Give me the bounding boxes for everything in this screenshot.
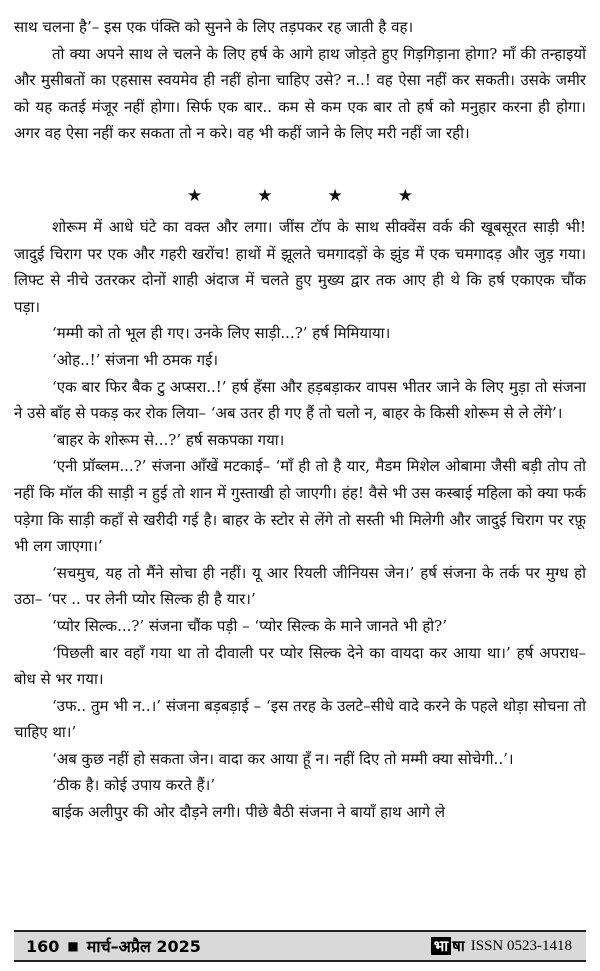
page-number: 160 bbox=[26, 936, 60, 956]
star-icon: ★ bbox=[397, 186, 413, 206]
issue-date: मार्च–अप्रैल 2025 bbox=[86, 937, 201, 956]
paragraph: ‘सचमुच, यह तो मैंने सोचा ही नहीं। यू आर रियली जीनियस जेन।’ हर्ष संजना के तर्क पर मुग्ध हो उठा– ‘पर .. पर लेनी प्योर सिल्क ही है यार।’ bbox=[14, 563, 586, 609]
paragraph: बाईक अलीपुर की ओर दौड़ने लगी। पीछे बैठी संजना ने बायाँ हाथ आगे ले bbox=[52, 803, 446, 822]
paragraph: ‘एक बार फिर बैक टु अप्सरा..!’ हर्ष हँसा और हड़बड़ाकर वापस भीतर जाने के लिए मुड़ा तो संजना ने उसे बाँह से पकड़ कर रोक लिया– ‘अब उतर ही गए हैं तो चलो न, बाहर के किसी शोरूम से ले लेंगे’। bbox=[14, 377, 586, 423]
star-icon: ★ bbox=[187, 186, 203, 206]
paragraph: ‘बाहर के शोरूम से...?’ हर्ष सकपका गया। bbox=[52, 430, 285, 449]
paragraph: ‘एनी प्रॉब्लम...?’ संजना आँखें मटकाई– ‘माँ ही तो है यार, मैडम मिशेल ओबामा जैसी बड़ी तोप तो नहीं कि मॉल की साड़ी न हुई तो शान में गुस्ताखी हो जाएगी। हंह! वैसे भी उस कस्बाई महिला को क्या फर्क पड़ेगा कि साड़ी कहाँ से खरीदी गई है। बाहर के स्टोर से लेंगे तो सस्ती भी मिलेगी और जादुई चिराग पर रफ़ू भी लग जाएगा।’ bbox=[14, 457, 586, 556]
paragraph: ‘पिछली बार वहाँ गया था तो दीवाली पर प्योर सिल्क देने का वायदा कर आया था।’ हर्ष अपराध–बोध से भर गया। bbox=[14, 643, 586, 689]
paragraph: तो क्या अपने साथ ले चलने के लिए हर्ष के आगे हाथ जोड़ते हुए गिड़गिड़ाना होगा? माँ की तन्हाइयों और मुसीबतों का एहसास स्वयमेव ही नहीं होना चाहिए उसे? न..! वह ऐसा नहीं कर सकती। उसके जमीर को यह कतई मंजूर नहीं होगा। सिर्फ एक बार.. कम से कम एक बार तो हर्ष को मनुहार करना ही होगा। अगर वह ऐसा नहीं कर सकता तो न करे। वह भी कहीं जाने के लिए मरी नहीं जा रही। bbox=[14, 44, 586, 143]
paragraph: ‘उफ.. तुम भी न..।’ संजना बड़बड़ाई – ‘इस तरह के उलटे–सीधे वादे करने के पहले थोड़ा सोचना तो चाहिए था।’ bbox=[14, 696, 586, 742]
paragraph: ‘प्योर सिल्क...?’ संजना चौंक पड़ी – ‘प्योर सिल्क के माने जानते भी हो?’ bbox=[52, 616, 447, 635]
issn-number: ISSN 0523-1418 bbox=[470, 937, 572, 954]
magazine-logo bbox=[431, 936, 465, 956]
logo-boxed-text: भा bbox=[431, 937, 451, 955]
paragraph: ‘ओह..!’ संजना भी ठमक गई। bbox=[52, 350, 219, 369]
text-block-main bbox=[14, 214, 586, 826]
paragraph: ‘ठीक है। कोई उपाय करते हैं।’ bbox=[52, 776, 216, 795]
footer-issue-info bbox=[14, 935, 201, 957]
section-separator bbox=[0, 186, 600, 210]
paragraph: साथ चलना है’– इस एक पंक्ति को सुनने के लिए तड़पकर रह जाती है वह। bbox=[14, 18, 414, 36]
paragraph: ‘अब कुछ नहीं हो सकता जेन। वादा कर आया हूँ न। नहीं दिए तो मम्मी क्या सोचेगी..’। bbox=[52, 749, 514, 768]
paragraph: शोरूम में आधे घंटे का वक्त और लगा। जींस टॉप के साथ सीक्वेंस वर्क की खूबसूरत साड़ी भी! जादुई चिराग पर एक और गहरी खरोंच! हाथों में झूलते चमगादड़ों के झुंड में एक चमगादड़ और जुड़ गया। लिफ्ट से नीचे उतरकर दोनों शाही अंदाज में चलते हुए मुख्य द्वार तक आए ही थे कि हर्ष एकाएक चौंक पड़ा। bbox=[14, 218, 586, 316]
bullet-icon: ■ bbox=[67, 939, 79, 953]
text-block-top bbox=[14, 14, 586, 147]
star-icon: ★ bbox=[257, 186, 273, 206]
star-icon: ★ bbox=[327, 186, 343, 206]
footer-publication-info bbox=[431, 936, 586, 956]
page-footer bbox=[14, 930, 586, 962]
logo-text: षा bbox=[452, 937, 465, 955]
paragraph: ‘मम्मी को तो भूल ही गए। उनके लिए साड़ी...?’ हर्ष मिमियाया। bbox=[52, 324, 391, 343]
